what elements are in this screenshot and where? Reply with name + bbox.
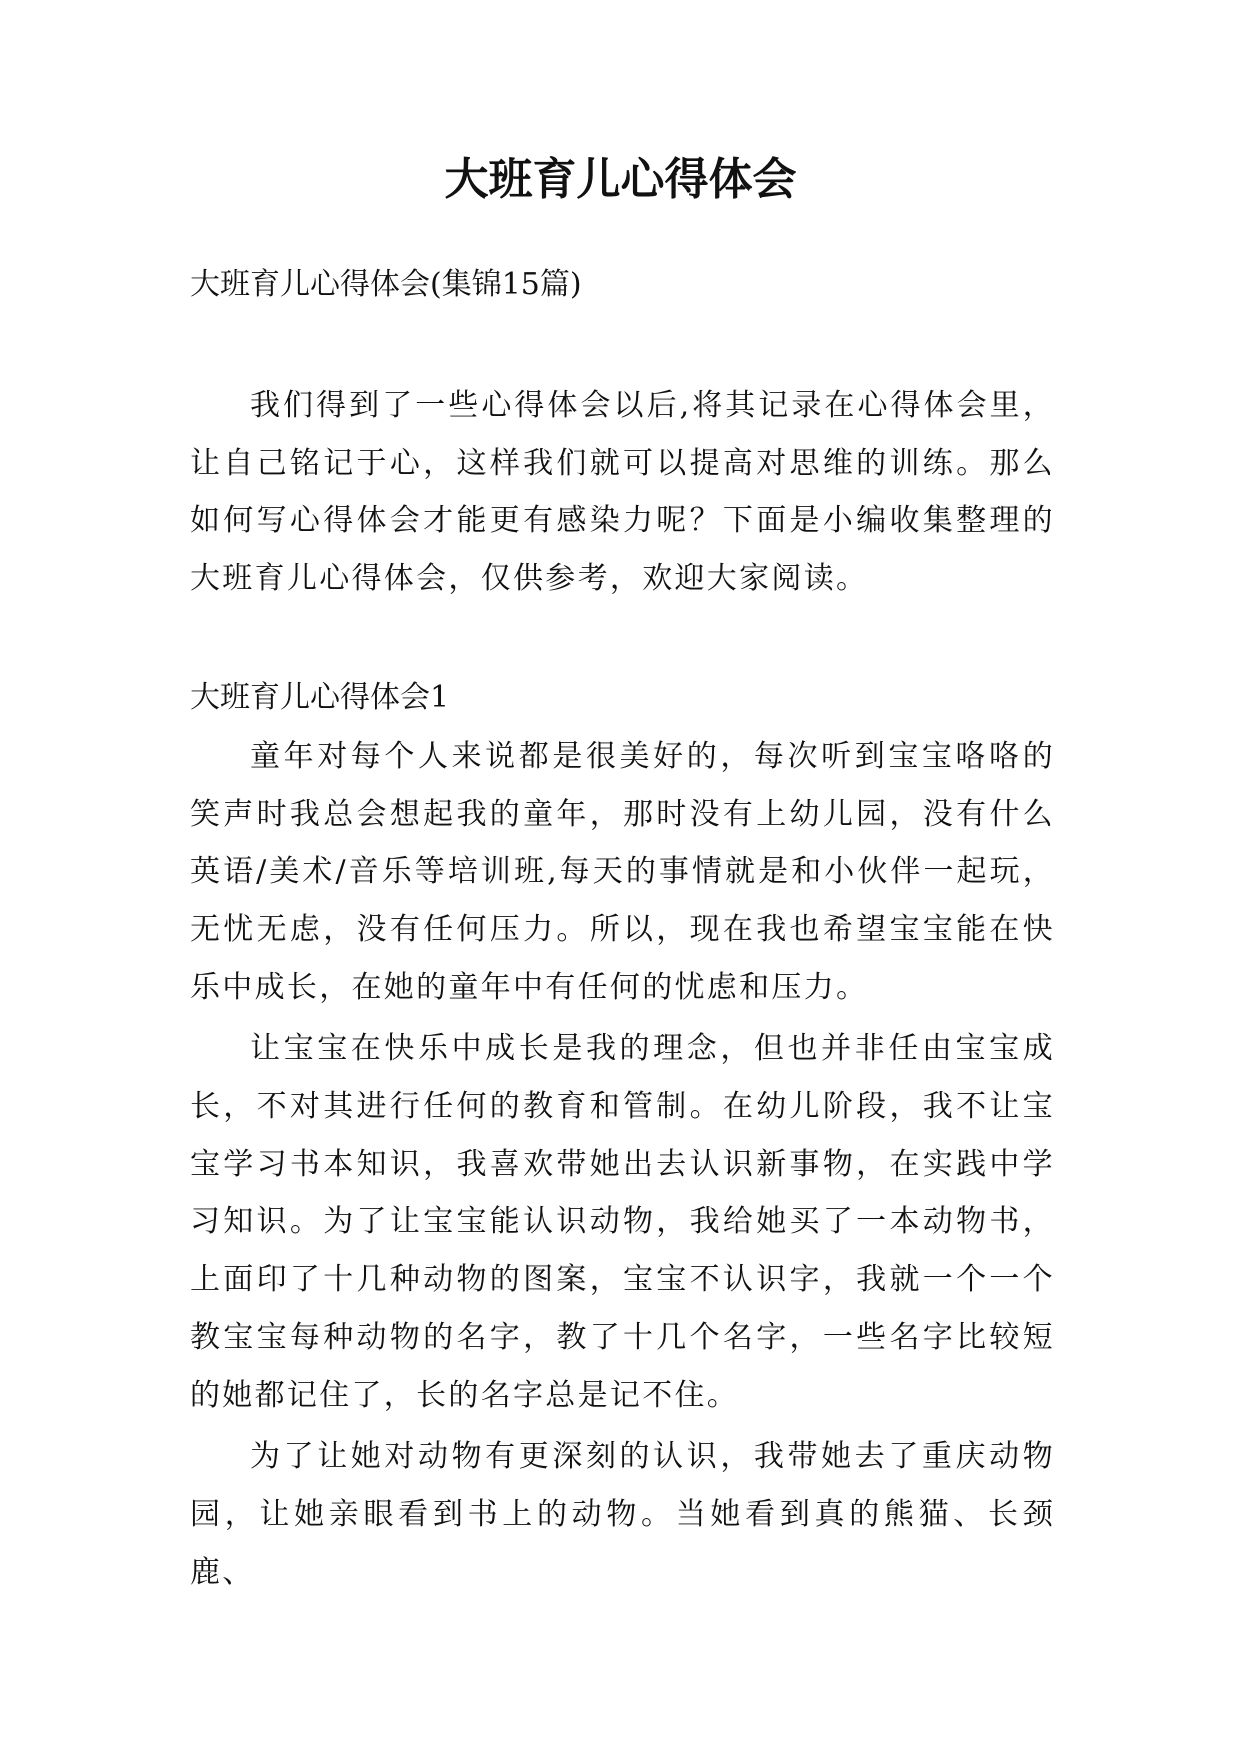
intro-paragraph: 我们得到了一些心得体会以后,将其记录在心得体会里，让自己铭记于心，这样我们就可以提高对思维的训练。那么如何写心得体会才能更有感染力呢？下面是小编收集整理的大班育儿心得体会，仅供参考，欢迎大家阅读。	[190, 388, 1055, 597]
body-paragraph: 为了让她对动物有更深刻的认识，我带她去了重庆动物园，让她亲眼看到书上的动物。当她看到真的熊猫、长颈鹿、	[190, 1439, 1055, 1590]
spacer	[190, 315, 1055, 377]
document-subtitle: 大班育儿心得体会(集锦15篇)	[190, 267, 582, 302]
spacer	[190, 608, 1055, 668]
document-body	[190, 255, 1055, 1601]
document-title: 大班育儿心得体会	[444, 154, 797, 205]
body-paragraph: 让宝宝在快乐中成长是我的理念，但也并非任由宝宝成长，不对其进行任何的教育和管制。在幼儿阶段，我不让宝宝学习书本知识，我喜欢带她出去认识新事物，在实践中学习知识。为了让宝宝能认识动物，我给她买了一本动物书，上面印了十几种动物的图案，宝宝不认识字，我就一个一个教宝宝每种动物的名字，教了十几个名字，一些名字比较短的她都记住了，长的名字总是记不住。	[190, 1031, 1055, 1413]
body-paragraph: 童年对每个人来说都是很美好的，每次听到宝宝咯咯的笑声时我总会想起我的童年，那时没有上幼儿园，没有什么英语/美术/音乐等培训班,每天的事情就是和小伙伴一起玩，无忧无虑，没有任何压力。所以，现在我也希望宝宝能在快乐中成长，在她的童年中有任何的忧虑和压力。	[190, 738, 1055, 1005]
section-heading: 大班育儿心得体会1	[190, 679, 450, 715]
